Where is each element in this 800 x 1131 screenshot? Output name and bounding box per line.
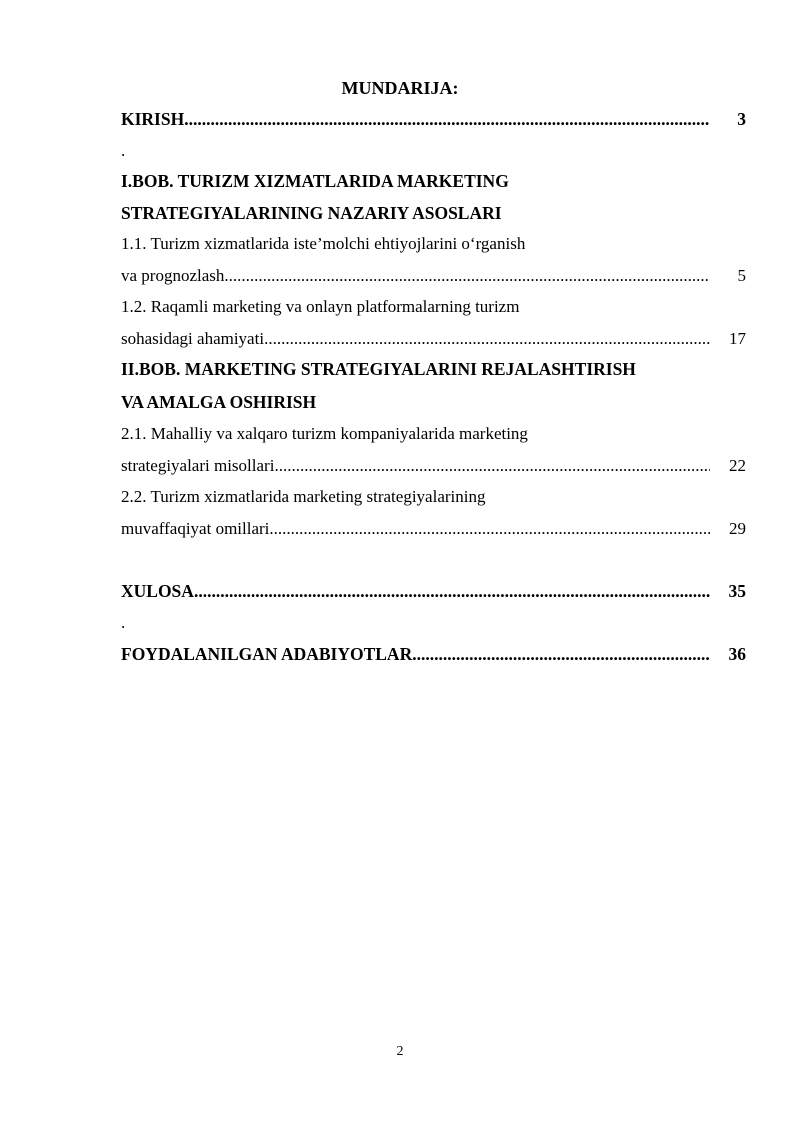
toc-page-number: 17 bbox=[729, 329, 746, 348]
toc-entry-1-2[interactable] bbox=[121, 328, 746, 350]
page-title: MUNDARIJA: bbox=[341, 78, 459, 98]
toc-entry-label: sohasidagi ahamiyati bbox=[121, 329, 265, 348]
chapter-1-title-line-2[interactable]: STRATEGIYALARINING NAZARIY ASOSLARI bbox=[121, 203, 502, 223]
section-2-2-title[interactable]: 2.2. Turizm xizmatlarida marketing strategiyalarining bbox=[121, 487, 486, 506]
stray-dot: . bbox=[121, 141, 126, 160]
section-1-1-title[interactable]: 1.1. Turizm xizmatlarida iste’molchi ehtiyojlarini o‘rganish bbox=[121, 234, 526, 253]
dot-leader bbox=[194, 580, 710, 602]
toc-entry-label: XULOSA bbox=[121, 581, 194, 601]
stray-dot: . bbox=[121, 613, 126, 632]
toc-page-number: 36 bbox=[728, 644, 746, 664]
dot-leader bbox=[274, 455, 710, 477]
chapter-1-title-line-1[interactable]: I.BOB. TURIZM XIZMATLARIDA MARKETING bbox=[121, 171, 509, 191]
section-1-2-title[interactable]: 1.2. Raqamli marketing va onlayn platformalarning turizm bbox=[121, 297, 520, 316]
section-2-1-title[interactable]: 2.1. Mahalliy va xalqaro turizm kompaniyalarida marketing bbox=[121, 424, 528, 443]
toc-entry-xulosa[interactable] bbox=[121, 580, 746, 602]
toc-page-number: 35 bbox=[728, 581, 746, 601]
toc-entry-adabiyotlar[interactable] bbox=[121, 643, 746, 665]
toc-entry-label: strategiyalari misollari bbox=[121, 456, 275, 475]
toc-page-number: 29 bbox=[729, 519, 746, 538]
toc-entry-label: va prognozlash bbox=[121, 266, 225, 285]
dot-leader bbox=[412, 643, 710, 665]
toc-entry-kirish[interactable] bbox=[121, 108, 746, 130]
toc-entry-1-1[interactable] bbox=[121, 265, 746, 287]
toc-entry-2-1[interactable] bbox=[121, 455, 746, 477]
toc-entry-label: FOYDALANILGAN ADABIYOTLAR bbox=[121, 644, 413, 664]
dot-leader bbox=[184, 108, 710, 130]
toc-entry-2-2[interactable] bbox=[121, 518, 746, 540]
dot-leader bbox=[224, 265, 710, 287]
toc-page-number: 22 bbox=[729, 456, 746, 475]
chapter-2-title-line-1[interactable]: II.BOB. MARKETING STRATEGIYALARINI REJALASHTIRISH bbox=[121, 359, 636, 379]
toc-page-number: 5 bbox=[737, 266, 746, 285]
page-number-footer: 2 bbox=[396, 1044, 404, 1059]
toc-entry-label: muvaffaqiyat omillari bbox=[121, 519, 270, 538]
chapter-2-title-line-2[interactable]: VA AMALGA OSHIRISH bbox=[121, 392, 317, 412]
toc-page-number: 3 bbox=[737, 109, 746, 129]
dot-leader bbox=[269, 518, 710, 540]
toc-entry-label: KIRISH bbox=[121, 109, 185, 129]
dot-leader bbox=[264, 328, 710, 350]
